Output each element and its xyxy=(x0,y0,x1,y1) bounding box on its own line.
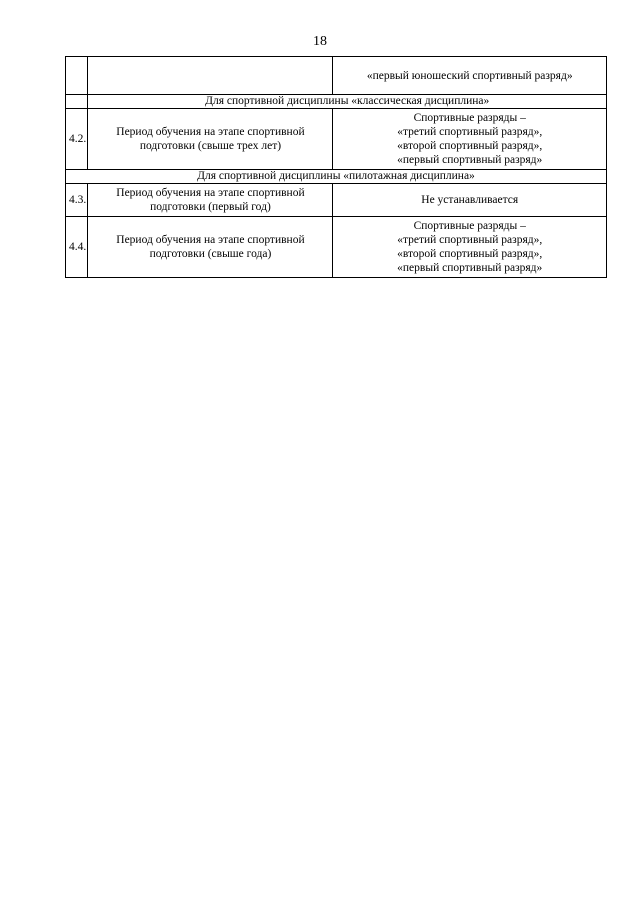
section-title: Для спортивной дисциплины «пилотажная дисциплина» xyxy=(66,170,607,184)
description-line: подготовки (свыше трех лет) xyxy=(139,140,282,152)
requirement-cell: «первый юношеский спортивный разряд» xyxy=(333,57,607,95)
table-row xyxy=(66,184,607,217)
description-line: подготовки (первый год) xyxy=(150,201,271,213)
requirement-line: «второй спортивный разряд», xyxy=(397,140,543,152)
description-cell xyxy=(88,217,333,278)
section-header-row xyxy=(66,170,607,184)
requirement-line: Спортивные разряды – xyxy=(413,220,526,232)
requirement-cell xyxy=(333,184,607,217)
requirement-line: «второй спортивный разряд», xyxy=(397,248,543,260)
description-line: Период обучения на этапе спортивной xyxy=(116,187,305,199)
description-line: подготовки (свыше года) xyxy=(149,248,272,260)
description-line: Период обучения на этапе спортивной xyxy=(116,234,305,246)
requirement-cell xyxy=(333,109,607,170)
section-title: Для спортивной дисциплины «классическая дисциплина» xyxy=(88,95,607,109)
table-row xyxy=(66,57,607,95)
description-cell xyxy=(88,109,333,170)
description-cell xyxy=(88,57,333,95)
requirement-line: «первый спортивный разряд» xyxy=(397,262,543,274)
sport-ranks-table xyxy=(65,56,607,278)
table-row xyxy=(66,109,607,170)
section-header-row xyxy=(66,95,607,109)
row-number-cell: 4.4. xyxy=(66,217,88,278)
row-number-cell xyxy=(66,57,88,95)
requirement-cell xyxy=(333,217,607,278)
row-number-cell: 4.2. xyxy=(66,109,88,170)
requirement-line: «третий спортивный разряд», xyxy=(397,126,543,138)
requirement-line: Спортивные разряды – xyxy=(413,112,526,124)
description-line: Период обучения на этапе спортивной xyxy=(116,126,305,138)
table-row xyxy=(66,217,607,278)
row-number-cell: 4.3. xyxy=(66,184,88,217)
section-number-cell xyxy=(66,95,88,109)
requirement-line: «первый спортивный разряд» xyxy=(397,154,543,166)
description-cell xyxy=(88,184,333,217)
requirement-line: «третий спортивный разряд», xyxy=(397,234,543,246)
requirement-line: Не устанавливается xyxy=(421,194,519,206)
page-number: 18 xyxy=(313,34,327,49)
